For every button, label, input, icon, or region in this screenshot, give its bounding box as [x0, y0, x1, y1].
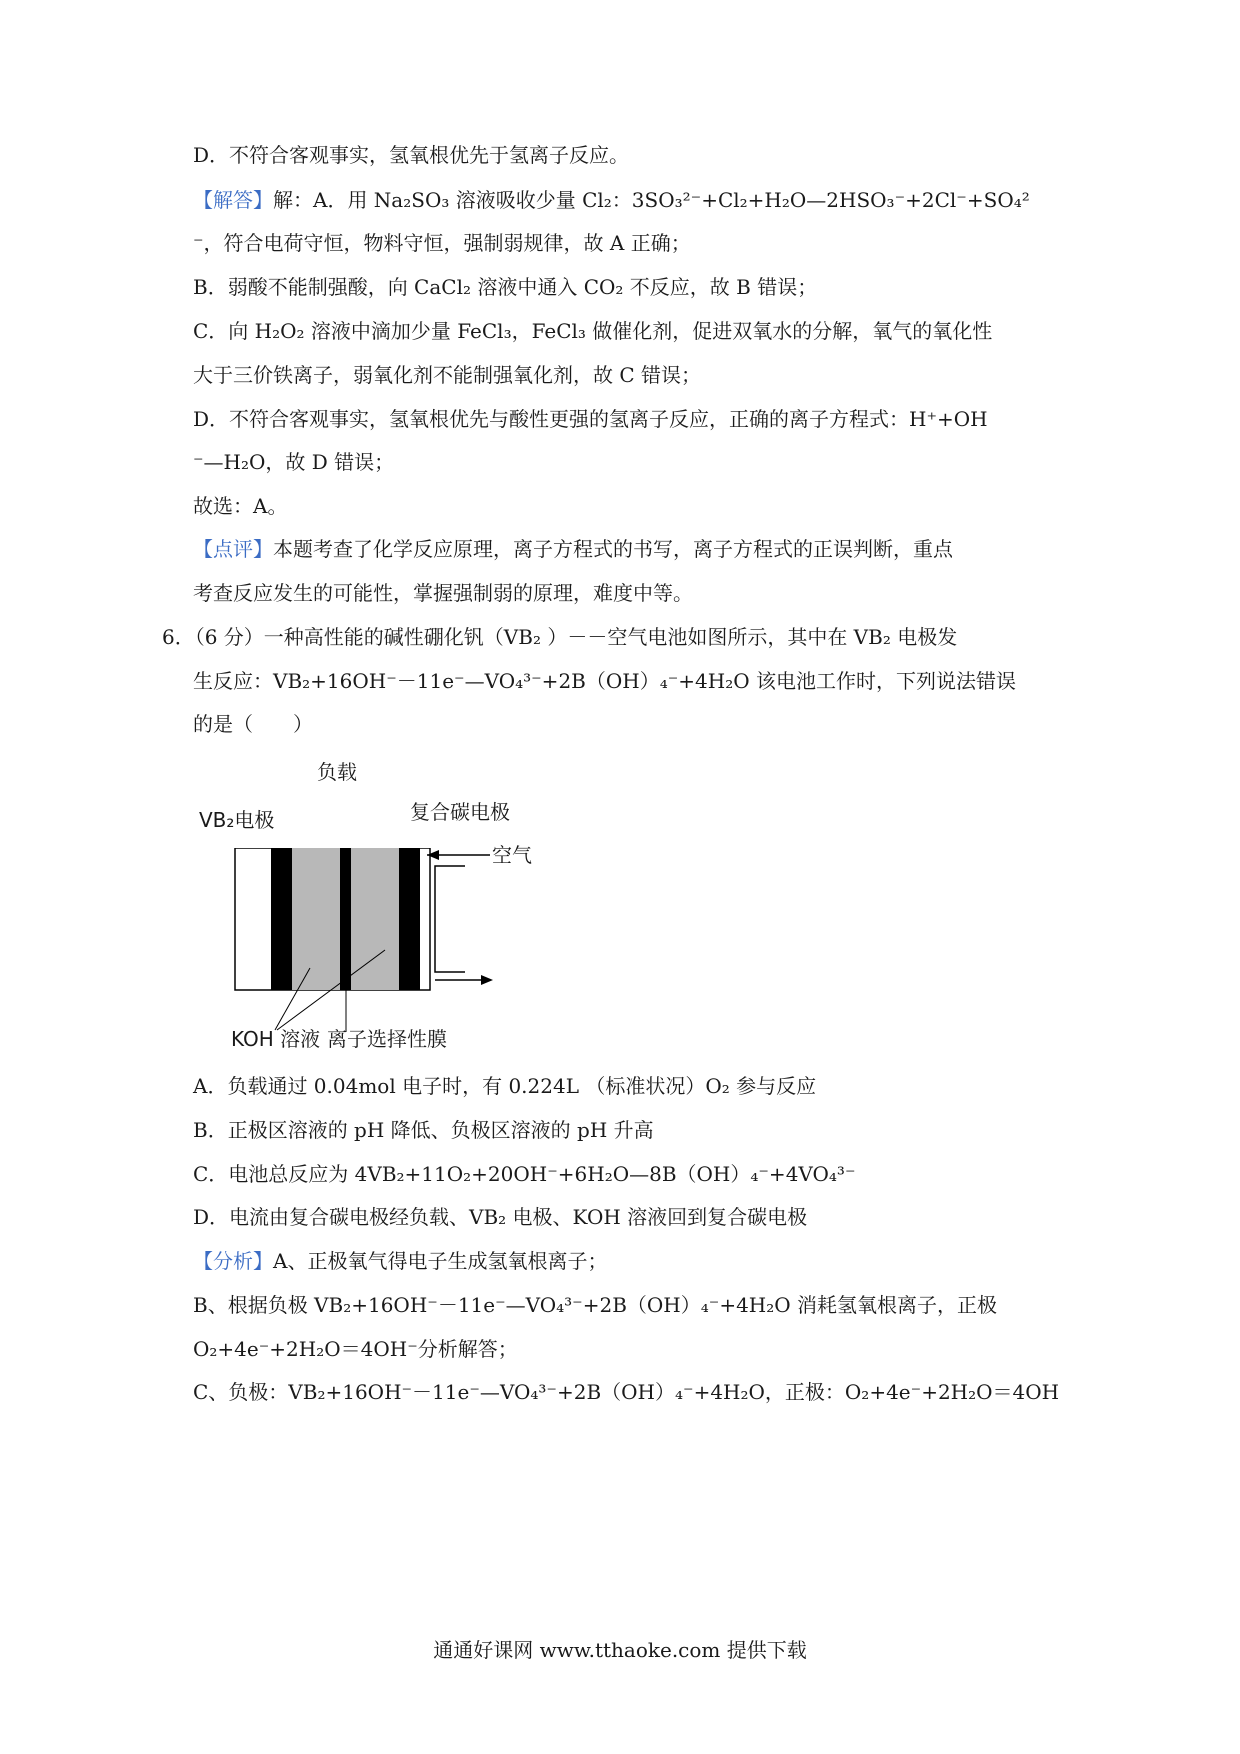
carbon-electrode [399, 848, 420, 990]
line-answer-a: 【解答】解：A．用 Na₂SO₃ 溶液吸收少量 Cl₂：3SO₃²⁻+Cl₂+H₂O—2HSO₃⁻+2Cl⁻+SO₄² [193, 188, 1030, 212]
koh-solution-label: KOH 溶液 [231, 1027, 321, 1051]
line-comment-cont: 考查反应发生的可能性，掌握强制弱的原理，难度中等。 [193, 581, 693, 605]
question-6-stem-cont: 生反应：VB₂+16OH⁻－11e⁻—VO₄³⁻+2B（OH）₄⁻+4H₂O 该电池工作时，下列说法错误 [193, 669, 1016, 693]
question-6-stem: 6．（6 分）一种高性能的碱性硼化钒（VB₂ ）－－空气电池如图所示，其中在 VB₂ 电极发 [162, 625, 958, 649]
koh-region-right [351, 848, 399, 990]
ion-selective-membrane [340, 848, 351, 990]
analysis-a: 【分析】A、正极氧气得电子生成氢氧根离子； [193, 1249, 608, 1273]
comment-tag: 【点评】 [193, 537, 273, 561]
option-a: A．负载通过 0.04mol 电子时，有 0.224L （标准状况）O₂ 参与反应 [193, 1074, 817, 1098]
line-answer-c: C．向 H₂O₂ 溶液中滴加少量 FeCl₃，FeCl₃ 做催化剂，促进双氧水的分解，氧气的氧化性 [193, 319, 993, 343]
analysis-tag: 【分析】 [193, 1249, 273, 1273]
line-answer-d: D．不符合客观事实，氢氧根优先与酸性更强的氢离子反应，正确的离子方程式：H⁺+OH [193, 407, 988, 431]
line-answer-a-cont: ⁻，符合电荷守恒，物料守恒，强制弱规律，故 A 正确； [193, 231, 691, 255]
vb2-electrode-label: VB₂电极 [199, 808, 275, 832]
analysis-c: C、负极：VB₂+16OH⁻－11e⁻—VO₄³⁻+2B（OH）₄⁻+4H₂O，正极：O₂+4e⁻+2H₂O＝4OH [193, 1380, 1060, 1404]
option-c: C．电池总反应为 4VB₂+11O₂+20OH⁻+6H₂O—8B（OH）₄⁻+4VO₄³⁻ [193, 1162, 856, 1186]
line-choice: 故选：A。 [193, 494, 288, 518]
option-d: D．电流由复合碳电极经负载、VB₂ 电极、KOH 溶液回到复合碳电极 [193, 1205, 808, 1229]
membrane-label: 离子选择性膜 [327, 1027, 447, 1051]
line-answer-b: B．弱酸不能制强酸，向 CaCl₂ 溶液中通入 CO₂ 不反应，故 B 错误； [193, 275, 818, 299]
line-answer-d-cont: ⁻—H₂O，故 D 错误； [193, 450, 395, 474]
footer-source: 通通好课网 www.tthaoke.com 提供下载 [433, 1638, 807, 1662]
air-channel [435, 866, 465, 972]
question-6-stem-end: 的是（ ） [193, 712, 313, 736]
option-b: B．正极区溶液的 pH 降低、负极区溶液的 pH 升高 [193, 1118, 654, 1142]
answer-tag: 【解答】 [193, 188, 273, 212]
line-answer-c-cont: 大于三价铁离子，弱氧化剂不能制强氧化剂，故 C 错误； [193, 363, 702, 387]
air-out-arrowhead [481, 975, 493, 985]
vb2-electrode [271, 848, 292, 990]
line-d-prev: D．不符合客观事实，氢氧根优先于氢离子反应。 [193, 143, 630, 167]
carbon-electrode-label: 复合碳电极 [410, 800, 510, 824]
line-comment: 【点评】本题考查了化学反应原理，离子方程式的书写，离子方程式的正误判断，重点 [193, 537, 953, 561]
koh-region-left [292, 848, 340, 990]
air-label: 空气 [492, 843, 532, 867]
load-label: 负载 [317, 760, 357, 784]
analysis-b-cont: O₂+4e⁻+2H₂O＝4OH⁻分析解答； [193, 1337, 518, 1361]
analysis-b: B、根据负极 VB₂+16OH⁻－11e⁻—VO₄³⁻+2B（OH）₄⁻+4H₂O 消耗氢氧根离子，正极 [193, 1293, 998, 1317]
